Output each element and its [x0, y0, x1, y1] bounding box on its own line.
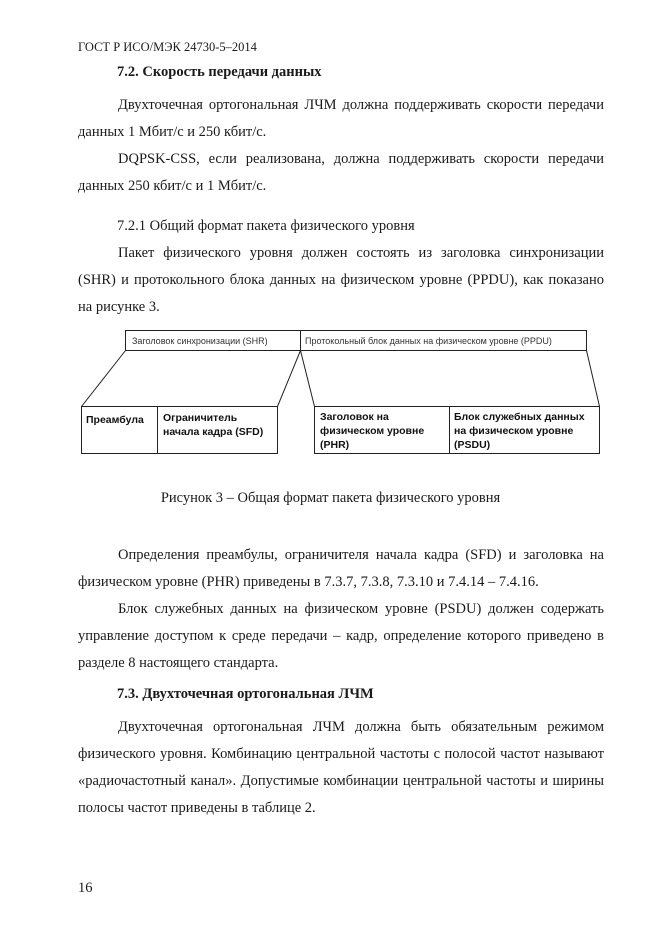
- section-7-2-1-heading: 7.2.1 Общий формат пакета физического уровня: [117, 218, 415, 234]
- psdu-label-line-1: Блок служебных данных: [454, 411, 585, 423]
- section-7-3-paragraph: Двухточечная ортогональная ЛЧМ должна быть обязательным режимом физического уровня. Комбинацию центральной частоты с полосой частот называют «радиочастотный канал». Допустимые комбинации центральной частоты и ширины полосы частот приведены в таблице 2.: [78, 719, 604, 816]
- ppdu-expand-line-left: [301, 351, 315, 407]
- page-number: 16: [78, 880, 93, 896]
- psdu-label-line-2: на физическом уровне: [454, 425, 574, 437]
- phr-label-line-3: (PHR): [320, 439, 350, 451]
- phr-label-line-2: физическом уровне: [320, 425, 425, 437]
- section-7-3-heading: 7.3. Двухточечная ортогональная ЛЧМ: [117, 686, 374, 702]
- section-7-2-heading: 7.2. Скорость передачи данных: [117, 64, 322, 80]
- preamble-label: Преамбула: [86, 414, 144, 426]
- sfd-label-line-1: Ограничитель: [163, 412, 238, 424]
- section-7-2-paragraph-2: DQPSK-CSS, если реализована, должна поддерживать скорости передачи данных 250 кбит/с и 1 Мбит/с.: [78, 151, 604, 194]
- standard-header: ГОСТ Р ИСО/МЭК 24730-5–2014: [78, 40, 257, 54]
- phr-label-line-1: Заголовок на: [320, 411, 389, 423]
- section-7-2-paragraph-1: Двухточечная ортогональная ЛЧМ должна поддерживать скорости передачи данных 1 Мбит/с и 250 кбит/с.: [78, 97, 604, 140]
- figure-3-caption: Рисунок 3 – Общая формат пакета физического уровня: [160, 490, 501, 506]
- ppdu-expand-line-right: [587, 351, 600, 407]
- shr-expand-line-left: [82, 351, 126, 407]
- shr-expand-line-right: [278, 351, 301, 407]
- ppdu-label: Протокольный блок данных на физическом уровне (PPDU): [305, 336, 552, 346]
- sfd-label-line-2: начала кадра (SFD): [163, 426, 264, 438]
- psdu-label-line-3: (PSDU): [454, 439, 491, 451]
- psdu-paragraph: Блок служебных данных на физическом уровне (PSDU) должен содержать управление доступом к среде передачи – кадр, определение которого приведено в разделе 8 настоящего стандарта.: [78, 601, 604, 671]
- shr-label: Заголовок синхронизации (SHR): [132, 336, 268, 346]
- section-7-2-1-paragraph: Пакет физического уровня должен состоять из заголовка синхронизации (SHR) и протокольного блока данных на физическом уровне (PPDU), как показано на рисунке 3.: [78, 245, 604, 315]
- definitions-paragraph: Определения преамбулы, ограничителя начала кадра (SFD) и заголовка на физическом уровне (PHR) приведены в 7.3.7, 7.3.8, 7.3.10 и 7.4.14 – 7.4.16.: [78, 547, 604, 590]
